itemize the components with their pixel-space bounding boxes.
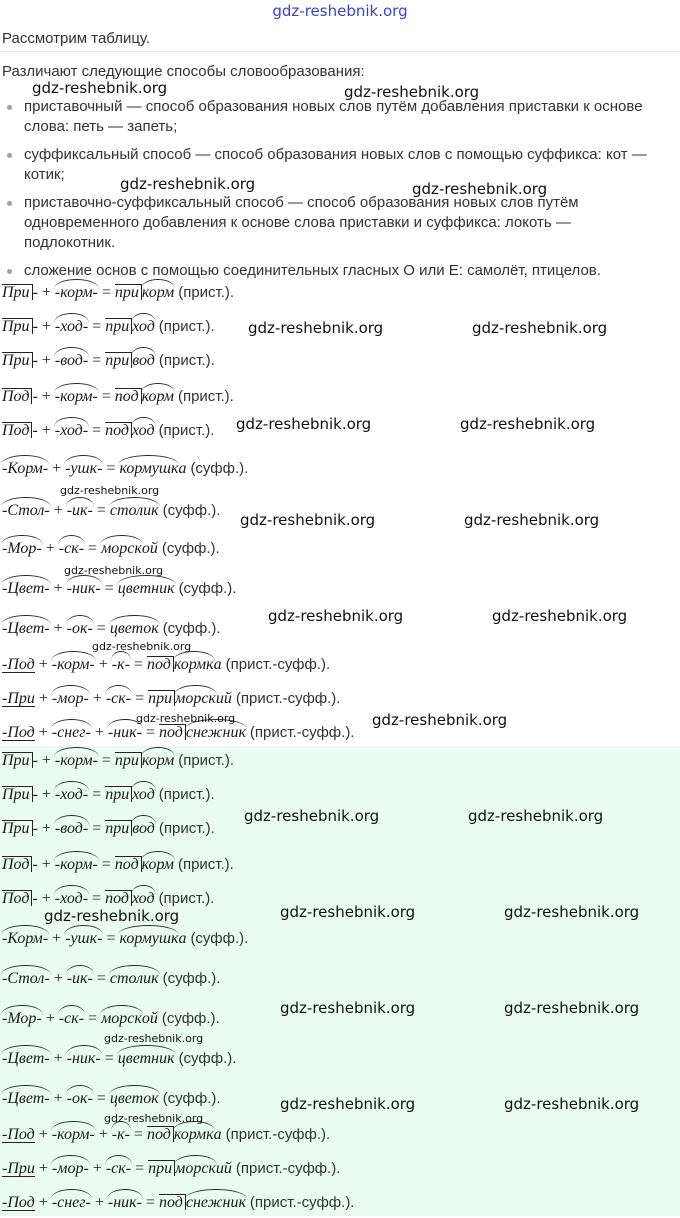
formation-row: При - + -ход- = при ход (прист.). bbox=[2, 318, 215, 335]
watermark: gdz-reshebnik.org bbox=[240, 511, 376, 529]
result-part: кормк bbox=[173, 656, 214, 673]
morpheme-part: -Цвет- bbox=[2, 620, 50, 637]
watermark: gdz-reshebnik.org bbox=[248, 319, 384, 337]
equals-sign: = bbox=[145, 724, 155, 741]
morpheme-part: -корм- bbox=[51, 656, 95, 673]
morpheme-part: -корм- bbox=[54, 752, 98, 769]
equals-sign: = bbox=[92, 890, 102, 907]
result-part: при bbox=[105, 820, 132, 836]
morpheme-part: -снег- bbox=[51, 724, 91, 741]
morpheme-part: -Цвет- bbox=[2, 580, 50, 597]
morpheme-part: -ик- bbox=[66, 502, 93, 519]
plus-sign: + bbox=[53, 1090, 63, 1107]
equals-sign: = bbox=[101, 388, 111, 405]
plus-sign: + bbox=[45, 540, 55, 557]
morpheme-part: -Корм- bbox=[2, 460, 49, 477]
morpheme-part: При bbox=[2, 284, 33, 300]
morpheme-part: -Стол- bbox=[2, 502, 50, 519]
list-item: суффиксальный способ — способ образования новых слов с помощью суффикса: кот — котик; bbox=[2, 145, 662, 185]
morpheme-part: -мор- bbox=[51, 690, 89, 707]
formation-type-label: (прист.). bbox=[158, 890, 215, 907]
result-part: ой bbox=[141, 540, 158, 557]
plus-sign: + bbox=[38, 656, 48, 673]
plus-sign: + bbox=[53, 970, 63, 987]
plus-sign: + bbox=[52, 930, 62, 947]
morpheme-part: -Под bbox=[2, 656, 35, 673]
watermark: gdz-reshebnik.org bbox=[44, 907, 180, 925]
result-part: корм bbox=[141, 856, 174, 873]
answer-formation-row: Под - + -ход- = под ход (прист.). bbox=[2, 890, 215, 907]
methods-list bbox=[2, 97, 662, 289]
equals-sign: = bbox=[133, 656, 143, 673]
formation-type-label: (прист.-суфф.). bbox=[235, 690, 341, 707]
answer-formation-row: При - + -вод- = при вод (прист.). bbox=[2, 820, 215, 837]
morpheme-part: -Под bbox=[2, 1126, 35, 1143]
equals-sign: = bbox=[96, 970, 106, 987]
formation-type-label: (суфф.). bbox=[162, 1090, 221, 1107]
formation-type-label: (прист.-суфф.). bbox=[225, 1126, 331, 1143]
morpheme-part: -ник- bbox=[66, 1050, 101, 1067]
equals-sign: = bbox=[96, 620, 106, 637]
watermark: gdz-reshebnik.org bbox=[504, 1095, 640, 1113]
plus-sign: + bbox=[92, 690, 102, 707]
result-part: корм bbox=[141, 752, 175, 769]
plus-sign: + bbox=[38, 1160, 48, 1177]
watermark: gdz-reshebnik.org bbox=[492, 607, 628, 625]
equals-sign: = bbox=[101, 752, 111, 769]
formation-type-label: (прист.). bbox=[158, 318, 215, 335]
plus-sign: + bbox=[41, 284, 51, 301]
plus-sign: + bbox=[41, 820, 51, 837]
formation-type-label: (прист.). bbox=[158, 352, 215, 369]
equals-sign: = bbox=[106, 460, 116, 477]
watermark: gdz-reshebnik.org bbox=[280, 999, 416, 1017]
answer-formation-row bbox=[2, 1194, 354, 1218]
formation-type-label: (суфф.). bbox=[161, 540, 220, 557]
morpheme-part: -ход- bbox=[54, 890, 89, 907]
formation-row bbox=[2, 656, 330, 680]
bullet-icon bbox=[7, 201, 12, 206]
morpheme-part: -мор- bbox=[51, 1160, 89, 1177]
result-part: под bbox=[159, 1194, 186, 1210]
answer-formation-row: При - + -корм- = при корм (прист.). bbox=[2, 752, 235, 769]
plus-sign: + bbox=[41, 786, 51, 803]
equals-sign: = bbox=[96, 502, 106, 519]
result-ending: а bbox=[213, 656, 222, 673]
morpheme-part: -к- bbox=[111, 656, 130, 673]
result-part: цветник bbox=[117, 580, 175, 597]
result-part: снежник bbox=[185, 724, 246, 741]
formation-type-label: (прист.-суфф.). bbox=[235, 1160, 341, 1177]
result-part: вод bbox=[132, 820, 155, 837]
result-part: цветок bbox=[109, 1090, 159, 1107]
result-ending: ий bbox=[215, 690, 232, 707]
result-ending: а bbox=[213, 1126, 222, 1143]
answer-formation-row bbox=[2, 930, 248, 954]
watermark: gdz-reshebnik.org bbox=[280, 903, 416, 921]
morpheme-part: -ск- bbox=[58, 540, 85, 557]
result-part: при bbox=[115, 752, 142, 768]
morpheme-part: -Цвет- bbox=[2, 1090, 50, 1107]
formation-row bbox=[2, 580, 236, 604]
formation-type-label: (прист.). bbox=[158, 786, 215, 803]
equals-sign: = bbox=[88, 1010, 98, 1027]
morpheme-part: -вод- bbox=[54, 352, 89, 369]
plus-sign: + bbox=[41, 752, 51, 769]
morpheme-part: -Стол- bbox=[2, 970, 50, 987]
formation-type-label: (суфф.). bbox=[190, 460, 249, 477]
answer-formation-row bbox=[2, 1126, 330, 1150]
result-part: под bbox=[115, 856, 142, 872]
morpheme-part: -ник- bbox=[107, 724, 142, 741]
plus-sign: + bbox=[94, 724, 104, 741]
morpheme-part: -снег- bbox=[51, 1194, 91, 1211]
plus-sign: + bbox=[41, 422, 51, 439]
morpheme-part: -ок- bbox=[66, 620, 93, 637]
morpheme-part: -к- bbox=[111, 1126, 130, 1143]
morpheme-part: -При bbox=[2, 690, 35, 707]
result-part: под bbox=[147, 656, 174, 672]
plus-sign: + bbox=[41, 856, 51, 873]
plus-sign: + bbox=[98, 1126, 108, 1143]
site-watermark-top[interactable]: gdz-reshebnik.org bbox=[272, 2, 408, 20]
equals-sign: = bbox=[101, 284, 111, 301]
formation-type-label: (прист.-суфф.). bbox=[249, 724, 355, 741]
equals-sign: = bbox=[135, 1160, 145, 1177]
watermark: gdz-reshebnik.org bbox=[504, 999, 640, 1017]
morpheme-part: -Под bbox=[2, 724, 35, 741]
equals-sign: = bbox=[96, 1090, 106, 1107]
formation-row bbox=[2, 502, 220, 526]
plus-sign: + bbox=[94, 1194, 104, 1211]
answer-formation-row: Под - + -корм- = под корм (прист.). bbox=[2, 856, 234, 873]
morpheme-part: -корм- bbox=[54, 284, 98, 301]
result-part: ход bbox=[131, 890, 155, 907]
plus-sign: + bbox=[41, 318, 51, 335]
morpheme-part: -ход- bbox=[54, 318, 89, 335]
bullet-icon bbox=[7, 153, 12, 158]
result-part: при bbox=[105, 318, 132, 334]
divider bbox=[0, 51, 680, 52]
morpheme-part: Под bbox=[2, 388, 32, 404]
result-part: корм bbox=[141, 388, 174, 405]
result-part: под bbox=[105, 422, 132, 438]
result-part: морск bbox=[175, 690, 216, 707]
plus-sign: + bbox=[38, 690, 48, 707]
answer-formation-row bbox=[2, 1010, 220, 1034]
morpheme-part: -ник- bbox=[66, 580, 101, 597]
equals-sign: = bbox=[104, 1050, 114, 1067]
formation-row: Под - + -ход- = под ход (прист.). bbox=[2, 422, 215, 439]
result-part: кормк bbox=[173, 1126, 214, 1143]
formation-type-label: (суфф.). bbox=[162, 620, 221, 637]
result-part: ой bbox=[141, 1010, 158, 1027]
plus-sign: + bbox=[38, 1194, 48, 1211]
equals-sign: = bbox=[135, 690, 145, 707]
morpheme-part: При bbox=[2, 820, 33, 836]
morpheme-part: Под bbox=[2, 890, 32, 906]
result-part: при bbox=[148, 690, 175, 706]
result-part: цветок bbox=[109, 620, 159, 637]
morpheme-part: При bbox=[2, 318, 33, 334]
watermark: gdz-reshebnik.org bbox=[104, 1032, 204, 1045]
morpheme-part: -Корм- bbox=[2, 930, 49, 947]
formation-type-label: (суфф.). bbox=[178, 1050, 237, 1067]
equals-sign: = bbox=[88, 540, 98, 557]
result-part: под bbox=[147, 1126, 174, 1142]
morpheme-part: При bbox=[2, 786, 33, 802]
answer-formation-row bbox=[2, 970, 220, 994]
plus-sign: + bbox=[53, 620, 63, 637]
plus-sign: + bbox=[52, 460, 62, 477]
formation-row bbox=[2, 540, 220, 564]
result-part: столик bbox=[109, 970, 159, 987]
formation-type-label: (прист.). bbox=[177, 856, 234, 873]
result-part: под bbox=[115, 388, 142, 404]
plus-sign: + bbox=[45, 1010, 55, 1027]
plus-sign: + bbox=[38, 1126, 48, 1143]
watermark: gdz-reshebnik.org bbox=[244, 807, 380, 825]
equals-sign: = bbox=[101, 856, 111, 873]
plus-sign: + bbox=[38, 724, 48, 741]
equals-sign: = bbox=[92, 352, 102, 369]
morpheme-part: -ок- bbox=[66, 1090, 93, 1107]
equals-sign: = bbox=[92, 318, 102, 335]
morpheme-part: Под bbox=[2, 422, 32, 438]
morpheme-part: -При bbox=[2, 1160, 35, 1177]
formation-type-label: (прист.-суфф.). bbox=[225, 656, 331, 673]
result-part: морск bbox=[101, 540, 142, 557]
result-part: ход bbox=[132, 318, 155, 335]
result-part: кормушк bbox=[119, 930, 179, 947]
morpheme-part: -вод- bbox=[54, 820, 89, 837]
formation-type-label: (прист.). bbox=[178, 284, 235, 301]
watermark: gdz-reshebnik.org bbox=[60, 484, 160, 497]
list-item: приставочный — способ образования новых слов путём добавления приставки к основе слова: петь — запеть; bbox=[2, 97, 662, 137]
morpheme-part: -ушк- bbox=[65, 460, 103, 477]
formation-type-label: (суфф.). bbox=[162, 502, 221, 519]
formation-type-label: (суфф.). bbox=[162, 970, 221, 987]
morpheme-part: При bbox=[2, 752, 33, 768]
bullet-icon bbox=[7, 269, 12, 274]
formation-type-label: (прист.). bbox=[158, 422, 215, 439]
equals-sign: = bbox=[92, 820, 102, 837]
formation-row bbox=[2, 724, 354, 748]
watermark: gdz-reshebnik.org bbox=[464, 511, 600, 529]
formation-row bbox=[2, 460, 248, 484]
result-part: снежник bbox=[185, 1194, 246, 1211]
watermark: gdz-reshebnik.org bbox=[104, 1112, 204, 1125]
plus-sign: + bbox=[53, 502, 63, 519]
result-part: при bbox=[115, 284, 142, 300]
plus-sign: + bbox=[98, 656, 108, 673]
answer-formation-row: При - + -ход- = при ход (прист.). bbox=[2, 786, 215, 803]
result-part: ход bbox=[131, 422, 155, 439]
morpheme-part: -Цвет- bbox=[2, 1050, 50, 1067]
plus-sign: + bbox=[92, 1160, 102, 1177]
result-part: морск bbox=[175, 1160, 216, 1177]
lead-text: Различают следующие способы словообразования: bbox=[2, 63, 365, 80]
equals-sign: = bbox=[92, 422, 102, 439]
watermark: gdz-reshebnik.org bbox=[92, 640, 192, 653]
watermark: gdz-reshebnik.org bbox=[412, 180, 548, 198]
equals-sign: = bbox=[104, 580, 114, 597]
result-part: ход bbox=[132, 786, 155, 803]
equals-sign: = bbox=[92, 786, 102, 803]
formation-type-label: (прист.-суфф.). bbox=[249, 1194, 355, 1211]
formation-row: При - + -вод- = при вод (прист.). bbox=[2, 352, 215, 369]
result-part: а bbox=[178, 930, 187, 947]
watermark: gdz-reshebnik.org bbox=[120, 175, 256, 193]
result-part: под bbox=[105, 890, 132, 906]
bullet-icon bbox=[7, 105, 12, 110]
result-part: при bbox=[148, 1160, 175, 1176]
watermark: gdz-reshebnik.org bbox=[136, 712, 236, 725]
formation-type-label: (прист.). bbox=[178, 752, 235, 769]
morpheme-part: -корм- bbox=[51, 1126, 95, 1143]
result-part: а bbox=[178, 460, 187, 477]
result-part: цветник bbox=[117, 1050, 175, 1067]
morpheme-part: -Мор- bbox=[2, 1010, 42, 1027]
intro-text: Рассмотрим таблицу. bbox=[2, 30, 151, 47]
formation-type-label: (суфф.). bbox=[161, 1010, 220, 1027]
list-item: сложение основ с помощью соединительных гласных О или Е: самолёт, птицелов. bbox=[2, 261, 662, 281]
plus-sign: + bbox=[53, 580, 63, 597]
watermark: gdz-reshebnik.org bbox=[468, 807, 604, 825]
formation-type-label: (прист.). bbox=[177, 388, 234, 405]
result-part: кормушк bbox=[119, 460, 179, 477]
result-part: под bbox=[159, 724, 186, 740]
morpheme-part: -ск- bbox=[58, 1010, 85, 1027]
morpheme-part: -корм- bbox=[54, 856, 98, 873]
morpheme-part: -ушк- bbox=[65, 930, 103, 947]
morpheme-part: -ск- bbox=[105, 1160, 132, 1177]
formation-type-label: (суфф.). bbox=[178, 580, 237, 597]
morpheme-part: -корм- bbox=[54, 388, 98, 405]
morpheme-part: -ход- bbox=[54, 786, 89, 803]
watermark: gdz-reshebnik.org bbox=[64, 564, 164, 577]
plus-sign: + bbox=[41, 388, 51, 405]
watermark: gdz-reshebnik.org bbox=[344, 83, 480, 101]
morpheme-part: Под bbox=[2, 856, 32, 872]
watermark: gdz-reshebnik.org bbox=[504, 903, 640, 921]
result-part: морск bbox=[101, 1010, 142, 1027]
answer-formation-row bbox=[2, 1050, 236, 1074]
watermark: gdz-reshebnik.org bbox=[280, 1095, 416, 1113]
watermark: gdz-reshebnik.org bbox=[32, 79, 168, 97]
formation-type-label: (прист.). bbox=[158, 820, 215, 837]
morpheme-part: -ск- bbox=[105, 690, 132, 707]
result-part: корм bbox=[141, 284, 175, 301]
answer-formation-row bbox=[2, 1160, 340, 1184]
list-item: приставочно-суффиксальный способ — способ образования новых слов путём одновременного добавления к основе слова приставки и суффикса: локоть — подлокотник. bbox=[2, 193, 662, 253]
morpheme-part: -Мор- bbox=[2, 540, 42, 557]
watermark: gdz-reshebnik.org bbox=[472, 319, 608, 337]
watermark: gdz-reshebnik.org bbox=[236, 415, 372, 433]
formation-type-label: (суфф.). bbox=[190, 930, 249, 947]
equals-sign: = bbox=[145, 1194, 155, 1211]
result-part: столик bbox=[109, 502, 159, 519]
result-part: при bbox=[105, 352, 132, 368]
watermark: gdz-reshebnik.org bbox=[268, 607, 404, 625]
formation-row: Под - + -корм- = под корм (прист.). bbox=[2, 388, 234, 405]
result-ending: ий bbox=[215, 1160, 232, 1177]
morpheme-part: -ник- bbox=[107, 1194, 142, 1211]
morpheme-part: При bbox=[2, 352, 33, 368]
equals-sign: = bbox=[133, 1126, 143, 1143]
plus-sign: + bbox=[41, 890, 51, 907]
result-part: при bbox=[105, 786, 132, 802]
formation-row bbox=[2, 690, 340, 714]
morpheme-part: -Под bbox=[2, 1194, 35, 1211]
equals-sign: = bbox=[106, 930, 116, 947]
answer-formation-row bbox=[2, 1090, 221, 1114]
watermark: gdz-reshebnik.org bbox=[460, 415, 596, 433]
plus-sign: + bbox=[53, 1050, 63, 1067]
formation-row: При - + -корм- = при корм (прист.). bbox=[2, 284, 235, 301]
morpheme-part: -ход- bbox=[54, 422, 89, 439]
morpheme-part: -ик- bbox=[66, 970, 93, 987]
watermark: gdz-reshebnik.org bbox=[372, 711, 508, 729]
result-part: вод bbox=[132, 352, 155, 369]
plus-sign: + bbox=[41, 352, 51, 369]
